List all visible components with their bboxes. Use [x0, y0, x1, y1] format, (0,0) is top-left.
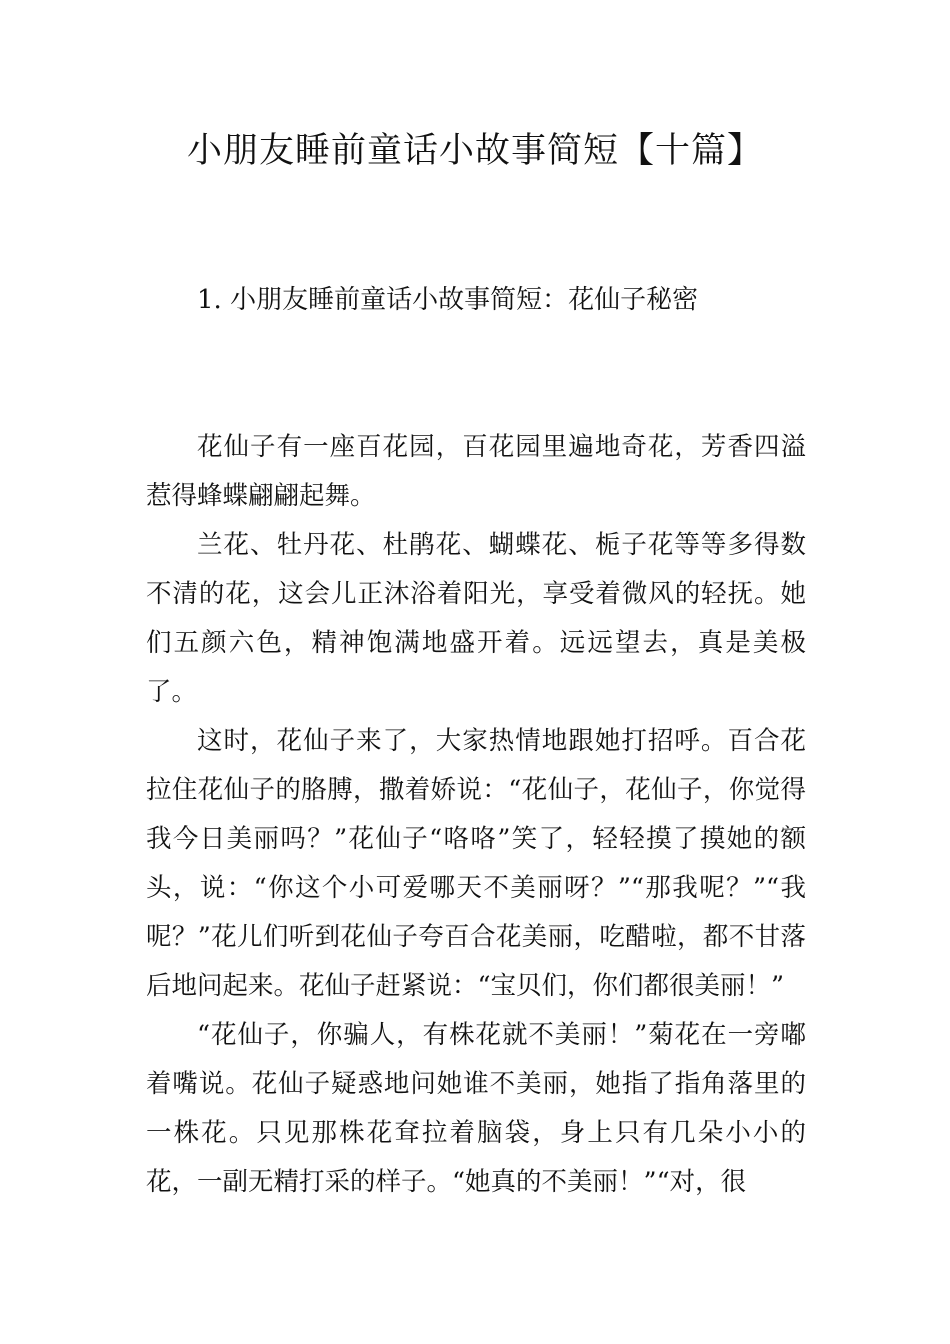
story-body — [146, 423, 806, 1207]
section-heading: 1. 小朋友睡前童话小故事简短：花仙子秘密 — [197, 285, 699, 315]
paragraph: “花仙子，你骗人，有株花就不美丽！”菊花在一旁嘟着嘴说。花仙子疑惑地问她谁不美丽，她指了指角落里的一株花。只见那株花耷拉着脑袋，身上只有几朵小小的花，一副无精打采的样子。“她真的不美丽！”“对，很 — [146, 1020, 806, 1197]
paragraph: 兰花、牡丹花、杜鹃花、蝴蝶花、栀子花等等多得数不清的花，这会儿正沐浴着阳光，享受着微风的轻抚。她们五颜六色，精神饱满地盛开着。远远望去，真是美极了。 — [146, 530, 806, 707]
paragraph: 花仙子有一座百花园，百花园里遍地奇花，芳香四溢惹得蜂蝶翩翩起舞。 — [146, 432, 806, 511]
document-title: 小朋友睡前童话小故事简短【十篇】 — [186, 131, 763, 171]
paragraph: 这时，花仙子来了，大家热情地跟她打招呼。百合花拉住花仙子的胳膊，撒着娇说：“花仙子，花仙子，你觉得我今日美丽吗？”花仙子“咯咯”笑了，轻轻摸了摸她的额头，说：“你这个小可爱哪天不美丽呀？”“那我呢？”“我呢？”花儿们听到花仙子夸百合花美丽，吃醋啦，都不甘落后地问起来。花仙子赶紧说：“宝贝们，你们都很美丽！” — [146, 726, 806, 1001]
